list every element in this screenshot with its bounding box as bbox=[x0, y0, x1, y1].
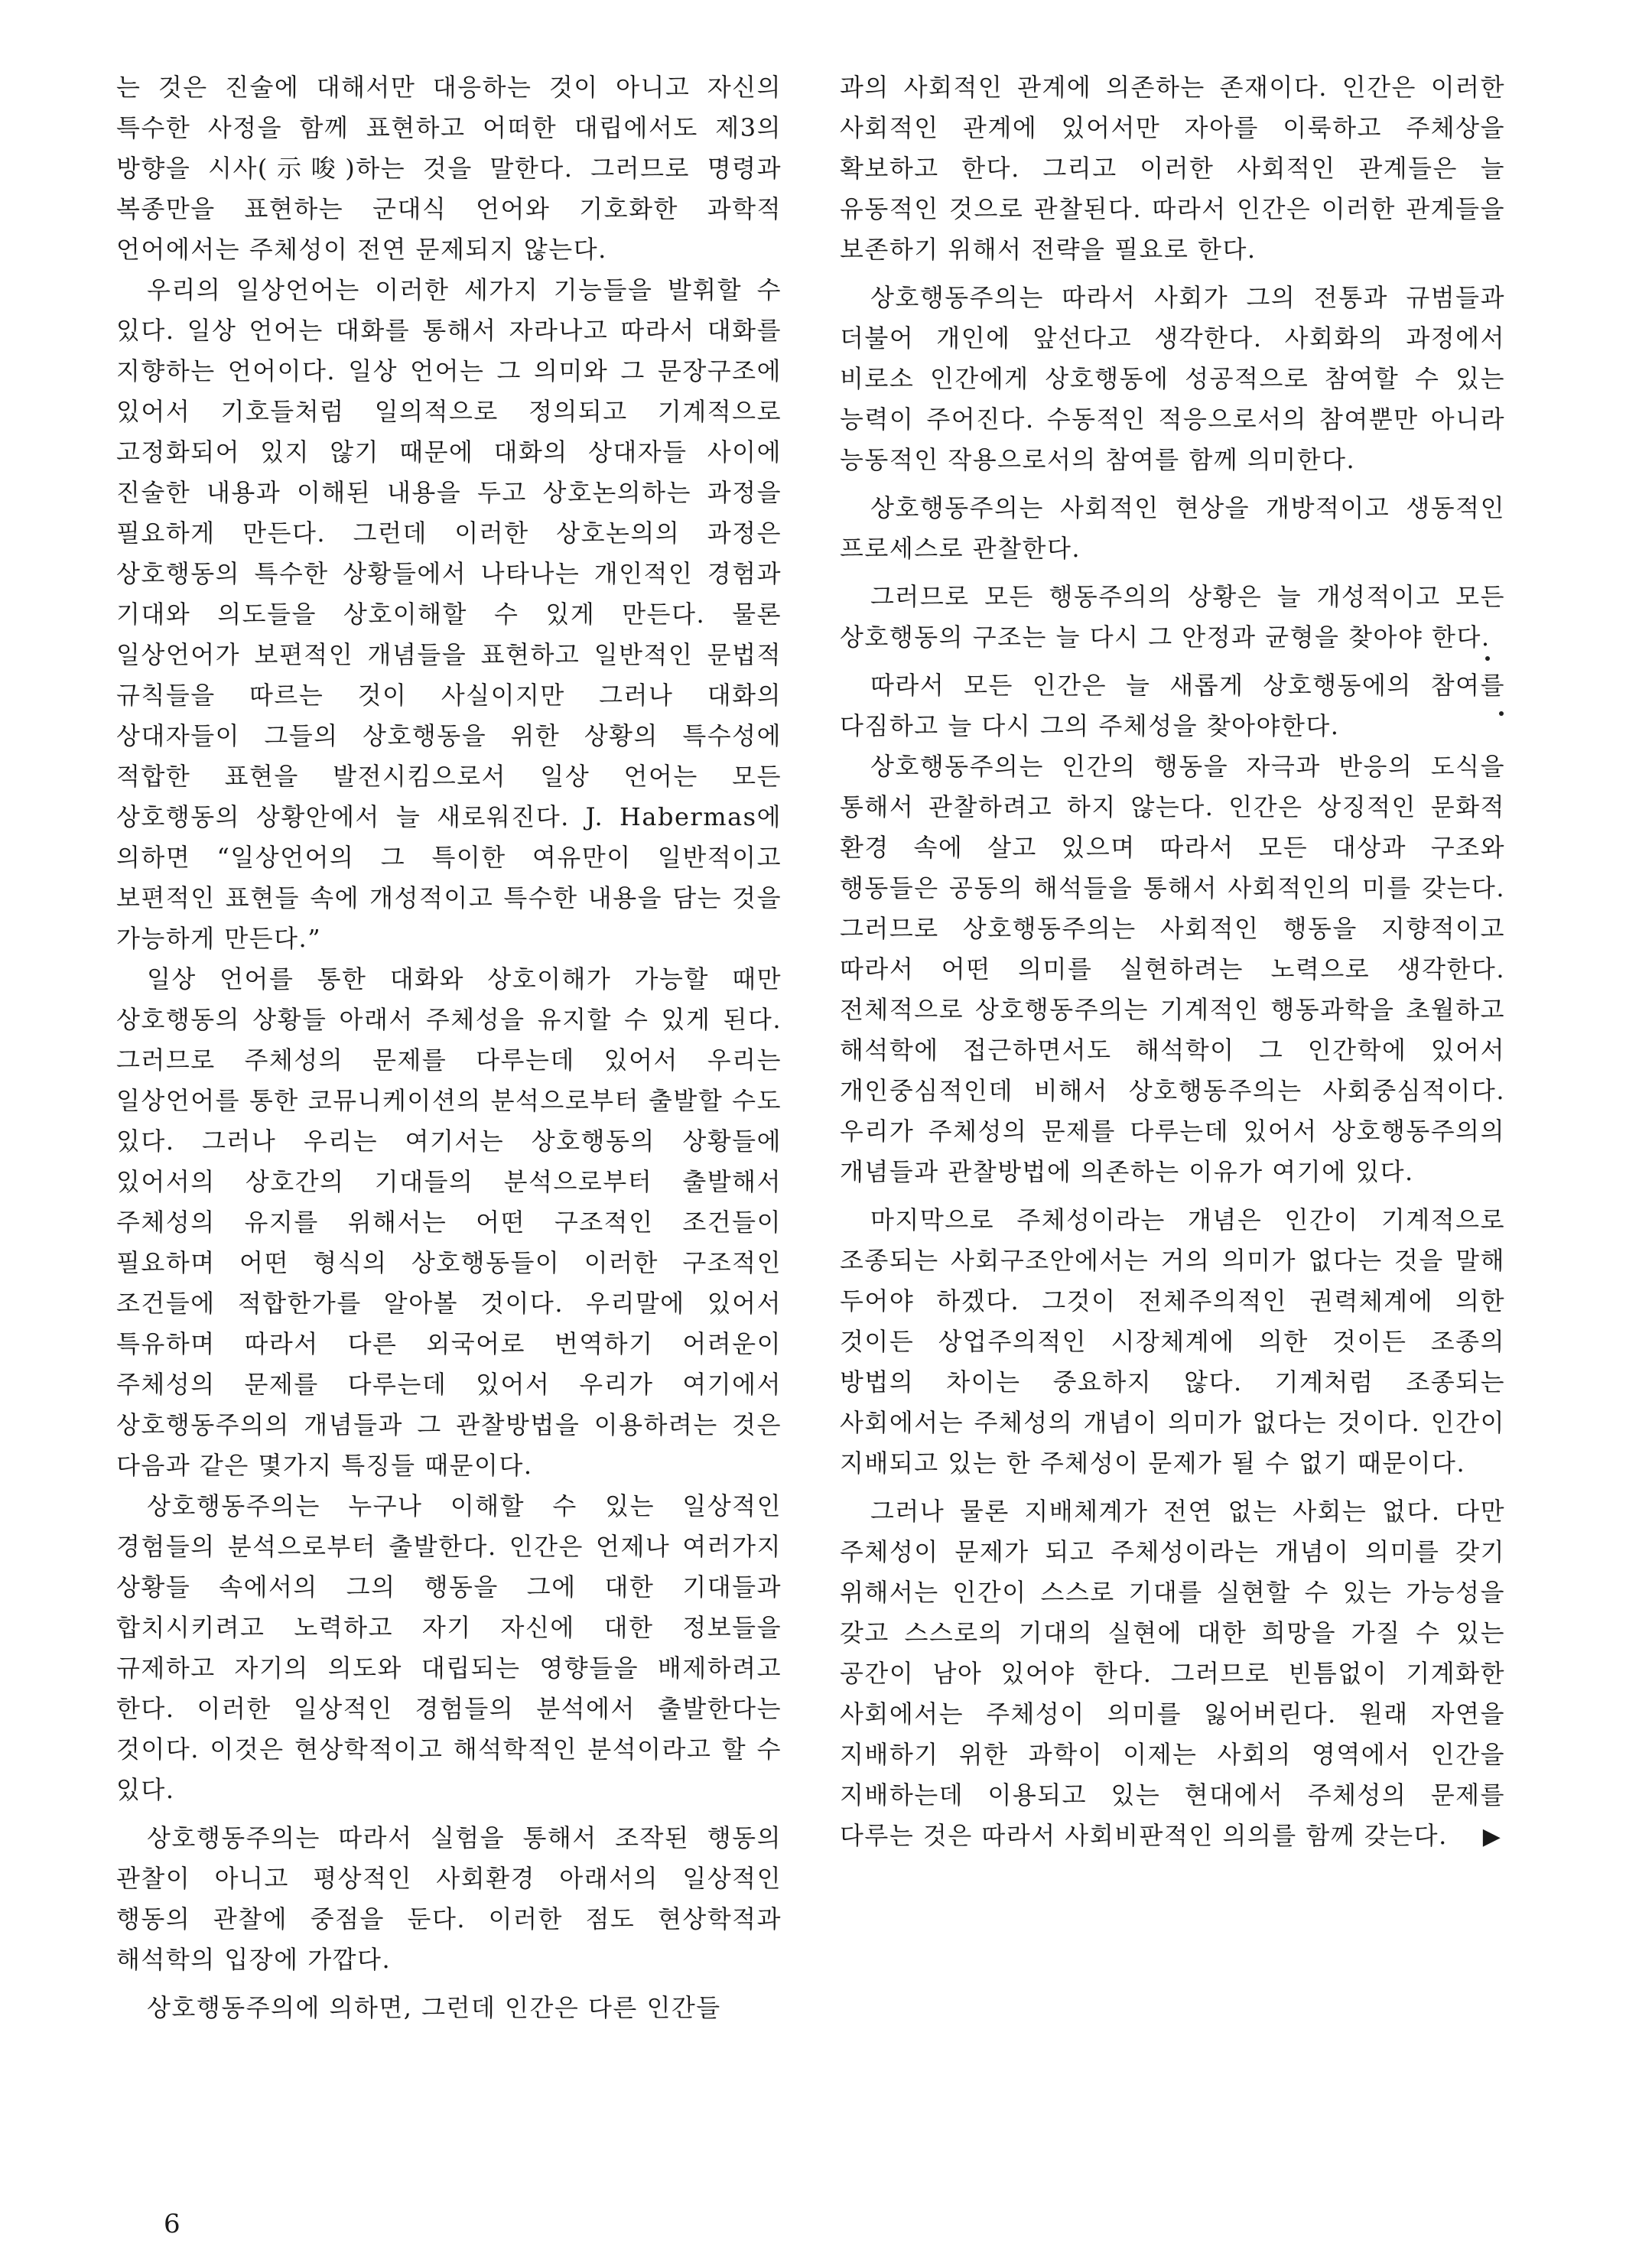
paragraph: 우리의 일상언어는 이러한 세가지 기능들을 발휘할 수 있다. 일상 언어는 대화를 통해서 자라나고 따라서 대화를 지향하는 언어이다. 일상 언어는 그 의미와 그 문장구조에 있어서 기호들처럼 일의적으로 정의되고 기계적으로 고정화되어 있지 않기 때문에 대화의 상대자들 사이에 진술한 내용과 이해된 내용을 두고 상호논의하는 과정을 필요하게 만든다. 그런데 이러한 상호논의의 과정은 상호행동의 특수한 상황들에서 나타나는 개인적인 경험과 기대와 의도들을 상호이해할 수 있게 만든다. 물론 일상언어가 보편적인 개념들을 표현하고 일반적인 문법적 규칙들을 따르는 것이 사실이지만 그러나 대화의 상대자들이 그들의 상호행동을 위한 상황의 특수성에 적합한 표현을 발전시킴으로서 일상 언어는 모든 상호행동의 상황안에서 늘 새로워진다. J. Habermas에 의하면 “일상언어의 그 특이한 여유만이 일반적이고 보편적인 표현들 속에 개성적이고 특수한 내용을 담는 것을 가능하게 만든다.” bbox=[116, 275, 782, 953]
paragraph-final bbox=[840, 1491, 1505, 1857]
paragraph: 상호행동주의는 누구나 이해할 수 있는 일상적인 경험들의 분석으로부터 출발한다. 인간은 언제나 여러가지 상황들 속에서의 그의 행동을 그에 대한 기대들과 합치시키려고 노력하고 자기 자신에 대한 정보들을 규제하고 자기의 의도와 대립되는 영향들을 배제하려고 한다. 이러한 일상적인 경험들의 분석에서 출발한다는 것이다. 이것은 현상학적이고 해석학적인 분석이라고 할 수 있다. bbox=[116, 1491, 782, 1804]
paragraph: 상호행동주의는 인간의 행동을 자극과 반응의 도식을 통해서 관찰하려고 하지 않는다. 인간은 상징적인 문화적 환경 속에 살고 있으며 따라서 모든 대상과 구조와 행동들은 공동의 해석들을 통해서 사회적인의 미를 갖는다. 그러므로 상호행동주의는 사회적인 행동을 지향적이고 따라서 어떤 의미를 실현하려는 노력으로 생각한다. 전체적으로 상호행동주의는 기계적인 행동과학을 초월하고 해석학에 접근하면서도 해석학이 그 인간학에 있어서 개인중심적인데 비해서 상호행동주의는 사회중심적이다. 우리가 주체성의 문제를 다루는데 있어서 상호행동주의의 개념들과 관찰방법에 의존하는 이유가 여기에 있다. bbox=[840, 752, 1505, 1186]
right-column bbox=[840, 67, 1505, 1857]
paragraph: 상호행동주의에 의하면, 그런데 인간은 다른 인간들 bbox=[147, 1993, 721, 2022]
paragraph: 그러므로 모든 행동주의의 상황은 늘 개성적이고 모든 상호행동의 구조는 늘 다시 그 안정과 균형을 찾아야 한다. bbox=[840, 582, 1505, 652]
paragraph: 마지막으로 주체성이라는 개념은 인간이 기계적으로 조종되는 사회구조안에서는 거의 의미가 없다는 것을 말해 두어야 하겠다. 그것이 전체주의적인 권력체계에 의한 것이든 상업주의적인 시장체계에 의한 것이든 조종의 방법의 차이는 중요하지 않다. 기계처럼 조종되는 사회에서는 주체성의 개념이 의미가 없다는 것이다. 인간이 지배되고 있는 한 주체성이 문제가 될 수 없기 때문이다. bbox=[840, 1205, 1505, 1478]
paragraph: 과의 사회적인 관계에 의존하는 존재이다. 인간은 이러한 사회적인 관계에 있어서만 자아를 이룩하고 주체상을 확보하고 한다. 그리고 이러한 사회적인 관계들은 늘 유동적인 것으로 관찰된다. 따라서 인간은 이러한 관계들을 보존하기 위해서 전략을 필요로 한다. bbox=[840, 73, 1505, 264]
paragraph-final-text: 그러나 물론 지배체계가 전연 없는 사회는 없다. 다만 주체성이 문제가 되고 주체성이라는 개념이 의미를 갖기 위해서는 인간이 스스로 기대를 실현할 수 있는 가능성을 갖고 스스로의 기대의 실현에 대한 희망을 가질 수 있는 공간이 남아 있어야 한다. 그러므로 빈틈없이 기계화한 사회에서는 주체성이 의미를 잃어버린다. 원래 자연을 지배하기 위한 과학이 이제는 사회의 영역에서 인간을 지배하는데 이용되고 있는 현대에서 주체성의 문제를 다루는 것은 따라서 사회비판적인 의의를 함께 갖는다. bbox=[840, 1497, 1505, 1850]
paragraph: 상호행동주의는 따라서 실험을 통해서 조작된 행동의 관찰이 아니고 평상적인 사회환경 아래서의 일상적인 행동의 관찰에 중점을 둔다. 이러한 점도 현상학적과 해석학의 입장에 가깝다. bbox=[116, 1823, 782, 1974]
paragraph: 상호행동주의는 사회적인 현상을 개방적이고 생동적인 프로세스로 관찰한다. bbox=[840, 493, 1505, 563]
paragraph: 따라서 모든 인간은 늘 새롭게 상호행동에의 참여를 다짐하고 늘 다시 그의 주체성을 찾아야한다. bbox=[840, 671, 1505, 740]
paragraph: 일상 언어를 통한 대화와 상호이해가 가능할 때만 상호행동의 상황들 아래서 주체성을 유지할 수 있게 된다. 그러므로 주체성의 문제를 다루는데 있어서 우리는 일상언어를 통한 코뮤니케이션의 분석으로부터 출발할 수도 있다. 그러나 우리는 여기서는 상호행동의 상황들에 있어서의 상호간의 기대들의 분석으로부터 출발해서 주체성의 유지를 위해서는 어떤 구조적인 조건들이 필요하며 어떤 형식의 상호행동들이 이러한 구조적인 조건들에 적합한가를 알아볼 것이다. 우리말에 있어서 특유하며 따라서 다른 외국어로 번역하기 어려운이 주체성의 문제를 다루는데 있어서 우리가 여기에서 상호행동주의의 개념들과 그 관찰방법을 이용하려는 것은 다음과 같은 몇가지 특징들 때문이다. bbox=[116, 964, 782, 1480]
left-column bbox=[116, 67, 782, 2028]
end-mark-icon: ▶ bbox=[1482, 1823, 1502, 1850]
scan-speck bbox=[1485, 656, 1490, 661]
paragraph: 상호행동주의는 따라서 사회가 그의 전통과 규범들과 더불어 개인에 앞선다고 생각한다. 사회화의 과정에서 비로소 인간에게 상호행동에 성공적으로 참여할 수 있는 능력이 주어진다. 수동적인 적응으로서의 참여뿐만 아니라 능동적인 작용으로서의 참여를 함께 의미한다. bbox=[840, 283, 1505, 474]
scan-speck bbox=[1499, 711, 1504, 716]
paragraph: 는 것은 진술에 대해서만 대응하는 것이 아니고 자신의 특수한 사정을 함께 표현하고 어떠한 대립에서도 제3의 방향을 시사(示唆)하는 것을 말한다. 그러므로 명령과 복종만을 표현하는 군대식 언어와 기호화한 과학적 언어에서는 주체성이 전연 문제되지 않는다. bbox=[116, 73, 782, 264]
page-number: 6 bbox=[164, 2209, 180, 2239]
